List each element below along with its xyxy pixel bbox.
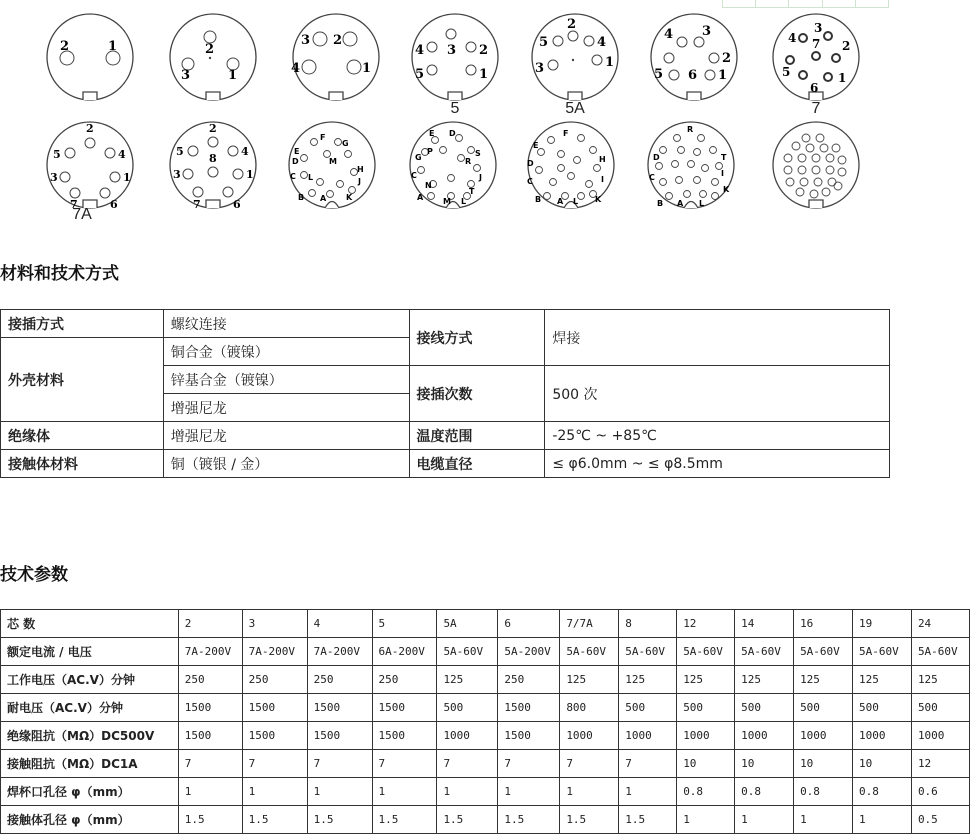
table-cell: 125 [853, 666, 912, 694]
svg-text:L: L [461, 197, 467, 206]
table-cell: 7 [178, 750, 242, 778]
svg-text:E: E [429, 129, 435, 138]
svg-text:C: C [290, 172, 296, 181]
materials-section-title: 材料和技术方式 [0, 264, 119, 284]
svg-text:4: 4 [241, 145, 249, 158]
svg-text:G: G [342, 139, 349, 148]
table-cell: 5A-200V [498, 638, 560, 666]
row-label: 芯 数 [1, 610, 179, 638]
svg-text:B: B [657, 199, 664, 208]
table-cell: 250 [242, 666, 307, 694]
wiring-label: 接线方式 [409, 310, 545, 366]
pin-diagram-5 [405, 12, 505, 117]
table-cell: 5A-60V [794, 638, 853, 666]
table-row [1, 610, 970, 638]
toolbar-button[interactable] [788, 0, 822, 8]
table-cell: 19 [853, 610, 912, 638]
svg-text:7: 7 [812, 37, 821, 51]
table-cell: 500 [619, 694, 677, 722]
table-cell: 1500 [242, 694, 307, 722]
svg-text:2: 2 [567, 17, 577, 32]
svg-text:A: A [557, 197, 564, 206]
diagram-label: 5 [450, 100, 460, 117]
contact-label: 接触体材料 [1, 450, 164, 478]
table-cell: 5 [372, 610, 437, 638]
svg-text:3: 3 [50, 171, 58, 184]
svg-text:C: C [411, 171, 417, 180]
svg-text:D: D [527, 159, 534, 168]
shell-value: 铜合金（镀镍） [163, 338, 409, 366]
table-cell: 1000 [853, 722, 912, 750]
table-cell: 1500 [178, 722, 242, 750]
svg-text:B: B [535, 195, 542, 204]
svg-text:L: L [699, 199, 705, 208]
table-cell: 7 [372, 750, 437, 778]
table-cell: 500 [911, 694, 969, 722]
table-cell: 1500 [498, 722, 560, 750]
table-cell: 10 [735, 750, 794, 778]
pin-layout-diagrams [0, 12, 974, 223]
table-cell: 7 [560, 750, 619, 778]
table-cell: 1000 [437, 722, 498, 750]
svg-text:4: 4 [597, 35, 607, 50]
table-cell: 12 [911, 750, 969, 778]
svg-text:E: E [294, 147, 300, 156]
shell-label: 外壳材料 [1, 338, 164, 422]
table-cell: 125 [560, 666, 619, 694]
table-cell: 1.5 [560, 806, 619, 834]
svg-text:1: 1 [718, 68, 728, 83]
table-cell: 0.8 [677, 778, 735, 806]
mating-value: 螺纹连接 [163, 310, 409, 338]
table-cell: 1500 [307, 694, 372, 722]
svg-text:N: N [425, 181, 432, 190]
svg-text:2: 2 [842, 39, 851, 53]
pin-diagram-7a [40, 120, 140, 223]
svg-text:5: 5 [176, 145, 184, 158]
table-cell: 1 [853, 806, 912, 834]
table-cell: 1500 [178, 694, 242, 722]
svg-text:5: 5 [415, 67, 425, 82]
table-cell: 1.5 [619, 806, 677, 834]
table-cell: 0.8 [794, 778, 853, 806]
table-cell: 4 [307, 610, 372, 638]
table-cell: 1000 [911, 722, 969, 750]
svg-text:H: H [357, 165, 364, 174]
table-cell: 3 [242, 610, 307, 638]
svg-text:3: 3 [814, 21, 823, 35]
toolbar-button[interactable] [822, 0, 856, 8]
pin-diagram-2 [40, 12, 140, 112]
table-cell: 1500 [242, 722, 307, 750]
svg-text:2: 2 [333, 33, 343, 48]
pin-diagram-6 [644, 12, 744, 112]
svg-text:5: 5 [539, 35, 549, 50]
table-row [1, 750, 970, 778]
insulator-value: 增强尼龙 [163, 422, 409, 450]
table-cell: 500 [677, 694, 735, 722]
svg-text:S: S [475, 149, 481, 158]
pin-diagram-4 [286, 12, 386, 112]
table-cell: 5A-60V [560, 638, 619, 666]
table-cell: 1000 [619, 722, 677, 750]
svg-text:1: 1 [108, 39, 118, 54]
table-cell: 1 [242, 778, 307, 806]
svg-text:I: I [721, 169, 724, 178]
table-cell: 5A-60V [911, 638, 969, 666]
materials-table [0, 309, 890, 478]
svg-text:G: G [415, 153, 422, 162]
row-label: 额定电流 / 电压 [1, 638, 179, 666]
row-label: 接触阻抗（MΩ）DC1A [1, 750, 179, 778]
table-cell: 1 [735, 806, 794, 834]
temp-value: -25℃ ~ +85℃ [545, 422, 890, 450]
table-cell: 1.5 [307, 806, 372, 834]
table-row [1, 778, 970, 806]
table-cell: 7 [498, 750, 560, 778]
table-cell: 1.5 [372, 806, 437, 834]
table-cell: 7A-200V [178, 638, 242, 666]
svg-text:D: D [653, 153, 660, 162]
pin-diagram-12 [282, 120, 382, 220]
svg-text:6: 6 [110, 198, 118, 211]
cycles-label: 接插次数 [409, 366, 545, 422]
table-cell: 1000 [735, 722, 794, 750]
svg-text:7: 7 [70, 198, 78, 211]
svg-text:P: P [427, 147, 433, 156]
pin-diagram-24 [766, 120, 866, 220]
svg-text:4: 4 [664, 27, 674, 42]
table-cell: 1000 [794, 722, 853, 750]
svg-text:R: R [687, 125, 694, 134]
table-cell: 1.5 [498, 806, 560, 834]
table-cell: 0.5 [911, 806, 969, 834]
mating-label: 接插方式 [1, 310, 164, 338]
diagram-label: 7 [811, 100, 821, 117]
table-cell: 1500 [307, 722, 372, 750]
cable-value: ≤ φ6.0mm ~ ≤ φ8.5mm [545, 450, 890, 478]
table-cell: 5A-60V [619, 638, 677, 666]
table-cell: 250 [178, 666, 242, 694]
table-cell: 6A-200V [372, 638, 437, 666]
svg-text:F: F [320, 133, 326, 142]
svg-text:1: 1 [246, 168, 254, 181]
diagram-label: 7A [72, 206, 92, 223]
table-cell: 7 [242, 750, 307, 778]
table-cell: 250 [372, 666, 437, 694]
table-cell: 125 [911, 666, 969, 694]
table-cell: 1000 [560, 722, 619, 750]
row-label: 耐电压（AC.V）分钟 [1, 694, 179, 722]
row-label: 焊杯口孔径 φ（mm） [1, 778, 179, 806]
svg-text:T: T [469, 187, 475, 196]
table-row [1, 722, 970, 750]
row-label: 接触体孔径 φ（mm） [1, 806, 179, 834]
table-cell: 1 [437, 778, 498, 806]
svg-text:D: D [292, 157, 299, 166]
svg-text:3: 3 [181, 68, 191, 83]
svg-text:A: A [417, 193, 424, 202]
params-table [0, 609, 970, 834]
table-cell: 7/7A [560, 610, 619, 638]
svg-text:K: K [346, 193, 353, 202]
table-row [1, 806, 970, 834]
svg-text:6: 6 [810, 81, 819, 95]
svg-text:M: M [329, 157, 337, 166]
table-cell: 10 [677, 750, 735, 778]
svg-text:5: 5 [782, 65, 791, 79]
table-cell: 1.5 [242, 806, 307, 834]
svg-text:T: T [721, 153, 727, 162]
temp-label: 温度范围 [409, 422, 545, 450]
table-cell: 250 [307, 666, 372, 694]
table-cell: 7 [437, 750, 498, 778]
table-cell: 1500 [498, 694, 560, 722]
svg-text:4: 4 [788, 31, 797, 45]
table-cell: 500 [853, 694, 912, 722]
table-cell: 0.8 [853, 778, 912, 806]
table-cell: 10 [794, 750, 853, 778]
svg-text:D: D [449, 129, 456, 138]
table-cell: 1 [619, 778, 677, 806]
table-cell: 1 [307, 778, 372, 806]
svg-text:A: A [677, 199, 684, 208]
svg-text:M: M [443, 197, 451, 206]
table-row [1, 638, 970, 666]
svg-text:J: J [358, 177, 361, 186]
svg-text:C: C [527, 177, 533, 186]
table-cell: 500 [437, 694, 498, 722]
table-cell: 125 [794, 666, 853, 694]
svg-text:K: K [595, 195, 602, 204]
table-cell: 7 [307, 750, 372, 778]
svg-text:6: 6 [688, 68, 698, 83]
svg-text:I: I [601, 175, 604, 184]
table-cell: 800 [560, 694, 619, 722]
row-label: 工作电压（AC.V）分钟 [1, 666, 179, 694]
svg-text:1: 1 [362, 61, 372, 76]
row-label: 绝缘阻抗（MΩ）DC500V [1, 722, 179, 750]
svg-text:3: 3 [535, 61, 545, 76]
table-cell: 5A-60V [735, 638, 794, 666]
svg-text:E: E [533, 141, 539, 150]
table-row [1, 694, 970, 722]
pin-diagram-19 [641, 120, 741, 220]
svg-text:A: A [320, 194, 327, 203]
table-cell: 0.8 [735, 778, 794, 806]
table-cell: 10 [853, 750, 912, 778]
table-cell: 125 [677, 666, 735, 694]
svg-text:B: B [298, 193, 305, 202]
svg-text:R: R [465, 157, 472, 166]
toolbar-button[interactable] [855, 0, 889, 8]
svg-text:3: 3 [301, 33, 311, 48]
table-cell: 1 [794, 806, 853, 834]
table-cell: 250 [498, 666, 560, 694]
table-cell: 12 [677, 610, 735, 638]
table-cell: 7A-200V [307, 638, 372, 666]
table-cell: 1500 [372, 694, 437, 722]
table-cell: 500 [735, 694, 794, 722]
svg-text:7: 7 [193, 198, 201, 211]
table-cell: 16 [794, 610, 853, 638]
svg-text:5: 5 [53, 148, 61, 161]
table-cell: 1 [677, 806, 735, 834]
svg-text:2: 2 [60, 39, 70, 54]
table-cell: 5A-60V [677, 638, 735, 666]
pin-diagram-3 [163, 12, 263, 112]
table-cell: 1 [498, 778, 560, 806]
table-cell: 1 [372, 778, 437, 806]
svg-text:H: H [599, 155, 606, 164]
table-cell: 125 [437, 666, 498, 694]
table-cell: 1.5 [178, 806, 242, 834]
svg-text:6: 6 [233, 198, 241, 211]
insulator-label: 绝缘体 [1, 422, 164, 450]
toolbar-button[interactable] [722, 0, 756, 8]
svg-text:2: 2 [86, 122, 94, 135]
pin-diagram-8 [163, 120, 263, 220]
svg-text:2: 2 [209, 122, 217, 135]
table-row [1, 666, 970, 694]
svg-text:1: 1 [605, 55, 615, 70]
top-toolbar [722, 0, 888, 8]
table-cell: 500 [794, 694, 853, 722]
pin-diagram-16 [521, 120, 621, 220]
table-cell: 5A-60V [853, 638, 912, 666]
table-cell: 1 [178, 778, 242, 806]
cable-label: 电缆直径 [409, 450, 545, 478]
svg-text:3: 3 [702, 24, 712, 39]
svg-text:K: K [723, 185, 730, 194]
svg-text:C: C [649, 173, 655, 182]
cycles-value: 500 次 [545, 366, 890, 422]
table-cell: 8 [619, 610, 677, 638]
table-cell: 7 [619, 750, 677, 778]
table-cell: 24 [911, 610, 969, 638]
table-cell: 5A [437, 610, 498, 638]
svg-text:3: 3 [173, 168, 181, 181]
svg-text:4: 4 [118, 148, 126, 161]
svg-text:1: 1 [838, 71, 847, 85]
svg-text:1: 1 [123, 171, 131, 184]
svg-text:4: 4 [291, 61, 301, 76]
svg-text:2: 2 [722, 51, 732, 66]
svg-text:5: 5 [654, 67, 664, 82]
table-cell: 125 [619, 666, 677, 694]
table-cell: 1.5 [437, 806, 498, 834]
shell-value: 增强尼龙 [163, 394, 409, 422]
wiring-value: 焊接 [545, 310, 890, 366]
svg-text:L: L [573, 197, 579, 206]
table-cell: 2 [178, 610, 242, 638]
table-cell: 7A-200V [242, 638, 307, 666]
table-cell: 1500 [372, 722, 437, 750]
pin-diagram-7 [766, 12, 866, 117]
svg-text:2: 2 [205, 42, 215, 57]
table-cell: 1 [560, 778, 619, 806]
svg-text:1: 1 [479, 67, 489, 82]
toolbar-button[interactable] [755, 0, 789, 8]
pin-diagram-5a [525, 12, 625, 117]
svg-text:2: 2 [479, 43, 489, 58]
table-cell: 1000 [677, 722, 735, 750]
table-cell: 5A-60V [437, 638, 498, 666]
table-cell: 125 [735, 666, 794, 694]
svg-text:8: 8 [209, 152, 217, 165]
shell-value: 锌基合金（镀镍） [163, 366, 409, 394]
diagram-label: 5A [565, 100, 585, 117]
svg-text:L: L [308, 173, 314, 182]
svg-text:4: 4 [415, 43, 425, 58]
table-cell: 6 [498, 610, 560, 638]
params-section-title: 技术参数 [0, 565, 68, 585]
svg-text:3: 3 [447, 43, 457, 58]
svg-text:J: J [479, 173, 482, 182]
svg-text:F: F [563, 129, 569, 138]
pin-diagram-14 [403, 120, 503, 220]
svg-text:1: 1 [228, 68, 238, 83]
table-cell: 0.6 [911, 778, 969, 806]
table-cell: 14 [735, 610, 794, 638]
contact-value: 铜（镀银 / 金） [163, 450, 409, 478]
